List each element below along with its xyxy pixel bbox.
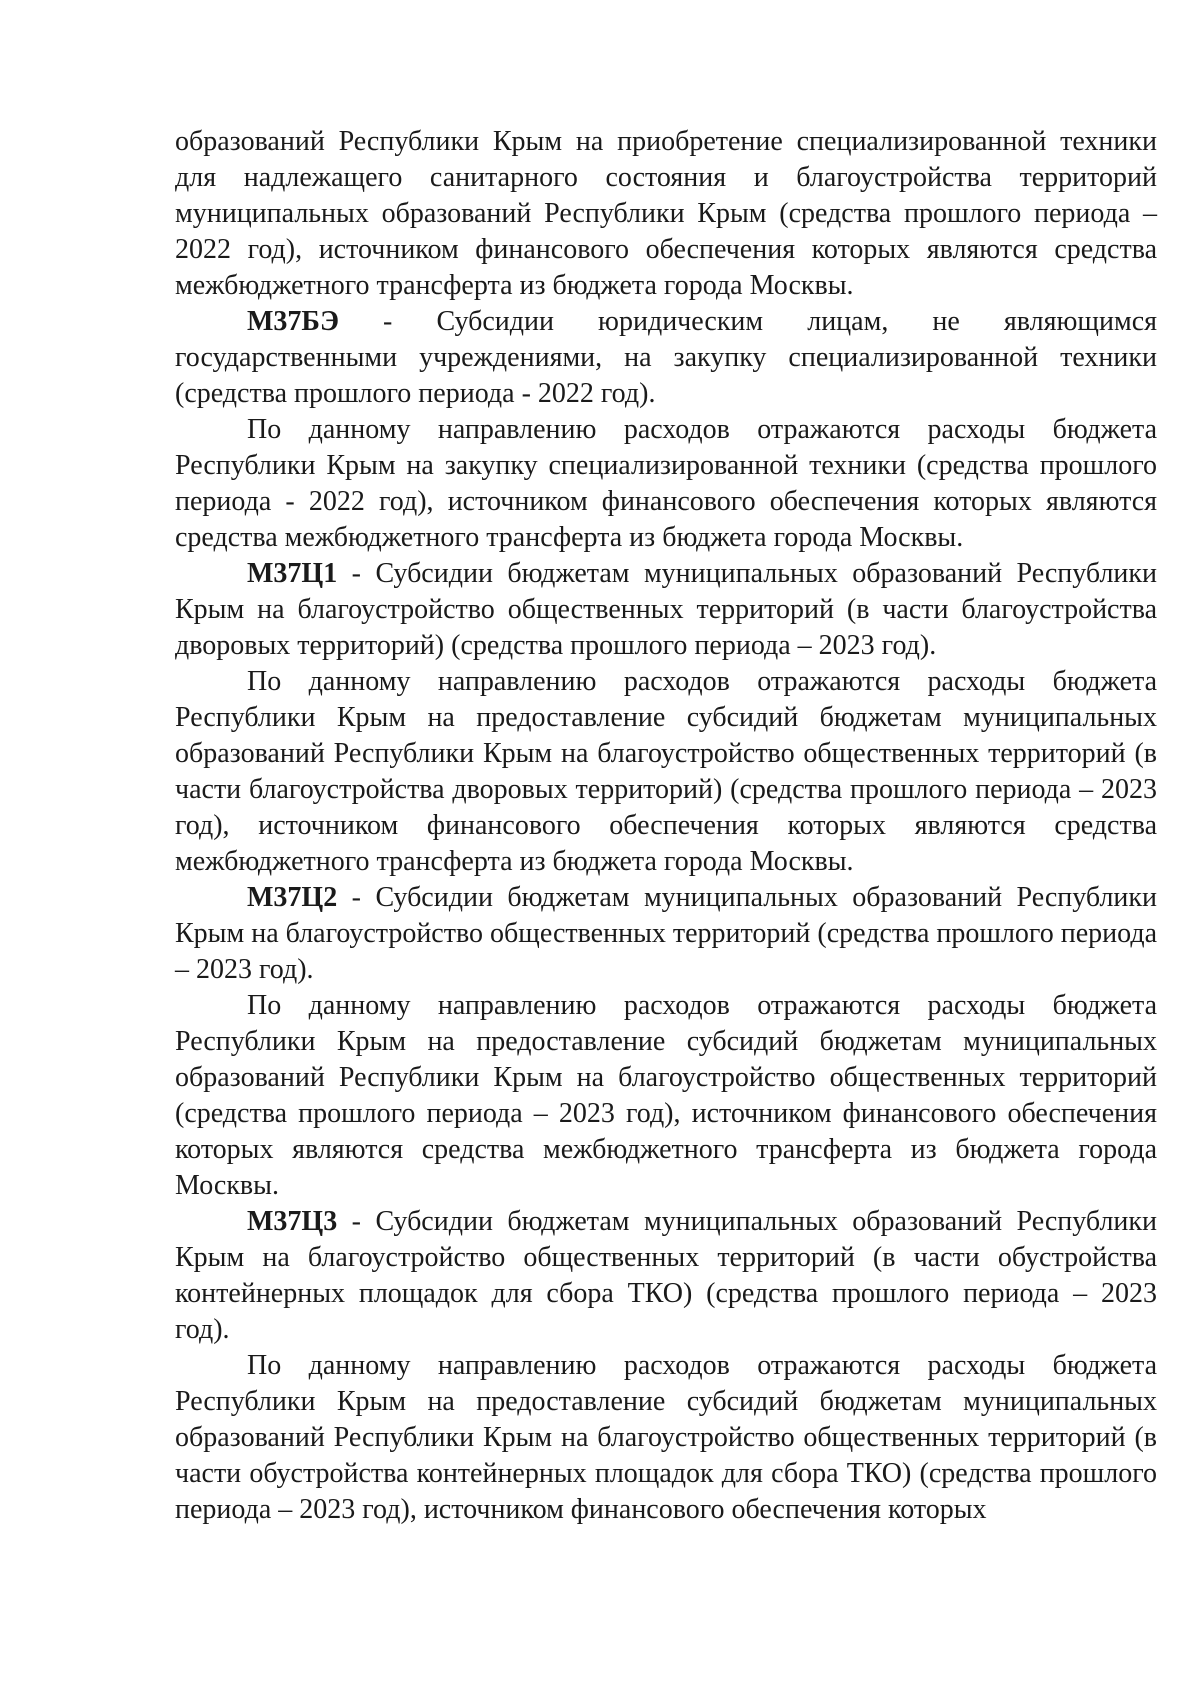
budget-code: М37Ц2 — [247, 882, 338, 913]
paragraph-m37c3-description — [175, 1348, 1157, 1528]
paragraph-m37be-definition — [175, 304, 1157, 412]
paragraph-text: - Субсидии бюджетам муниципальных образований Республики Крым на благоустройство общественных территорий (в части обустройства контейнерных площадок для сбора ТКО) (средства прошлого периода – 2023 год). — [175, 1206, 1157, 1345]
budget-code: М37Ц3 — [247, 1206, 338, 1237]
budget-code: М37Ц1 — [247, 558, 338, 589]
paragraph-m37c2-definition — [175, 880, 1157, 988]
paragraph-text: По данному направлению расходов отражаются расходы бюджета Республики Крым на предоставление субсидий бюджетам муниципальных образований Республики Крым на благоустройство общественных территорий (в части обустройства контейнерных площадок для сбора ТКО) (средства прошлого периода – 2023 год), источником финансового обеспечения которых — [175, 1350, 1157, 1525]
paragraph-text: образований Республики Крым на приобретение специализированной техники для надлежащего санитарного состояния и благоустройства территорий муниципальных образований Республики Крым (средства прошлого периода – 2022 год), источником финансового обеспечения которых являются средства межбюджетного трансферта из бюджета города Москвы. — [175, 126, 1157, 301]
paragraph-m37c1-definition — [175, 556, 1157, 664]
paragraph-continuation — [175, 124, 1157, 304]
paragraph-text: По данному направлению расходов отражаются расходы бюджета Республики Крым на закупку специализированной техники (средства прошлого периода - 2022 год), источником финансового обеспечения которых являются средства межбюджетного трансферта из бюджета города Москвы. — [175, 414, 1157, 553]
paragraph-text: По данному направлению расходов отражаются расходы бюджета Республики Крым на предоставление субсидий бюджетам муниципальных образований Республики Крым на благоустройство общественных территорий (средства прошлого периода – 2023 год), источником финансового обеспечения которых являются средства межбюджетного трансферта из бюджета города Москвы. — [175, 990, 1157, 1201]
paragraph-m37c3-definition — [175, 1204, 1157, 1348]
document-body — [175, 124, 1157, 1528]
paragraph-m37c1-description — [175, 664, 1157, 880]
paragraph-text: - Субсидии бюджетам муниципальных образований Республики Крым на благоустройство общественных территорий (в части благоустройства дворовых территорий) (средства прошлого периода – 2023 год). — [175, 558, 1157, 661]
paragraph-m37be-description — [175, 412, 1157, 556]
budget-code: М37БЭ — [247, 306, 339, 337]
paragraph-text: - Субсидии юридическим лицам, не являющимся государственными учреждениями, на закупку специализированной техники (средства прошлого периода - 2022 год). — [175, 306, 1157, 409]
paragraph-m37c2-description — [175, 988, 1157, 1204]
paragraph-text: - Субсидии бюджетам муниципальных образований Республики Крым на благоустройство общественных территорий (средства прошлого периода – 2023 год). — [175, 882, 1157, 985]
paragraph-text: По данному направлению расходов отражаются расходы бюджета Республики Крым на предоставление субсидий бюджетам муниципальных образований Республики Крым на благоустройство общественных территорий (в части благоустройства дворовых территорий) (средства прошлого периода – 2023 год), источником финансового обеспечения которых являются средства межбюджетного трансферта из бюджета города Москвы. — [175, 666, 1157, 877]
